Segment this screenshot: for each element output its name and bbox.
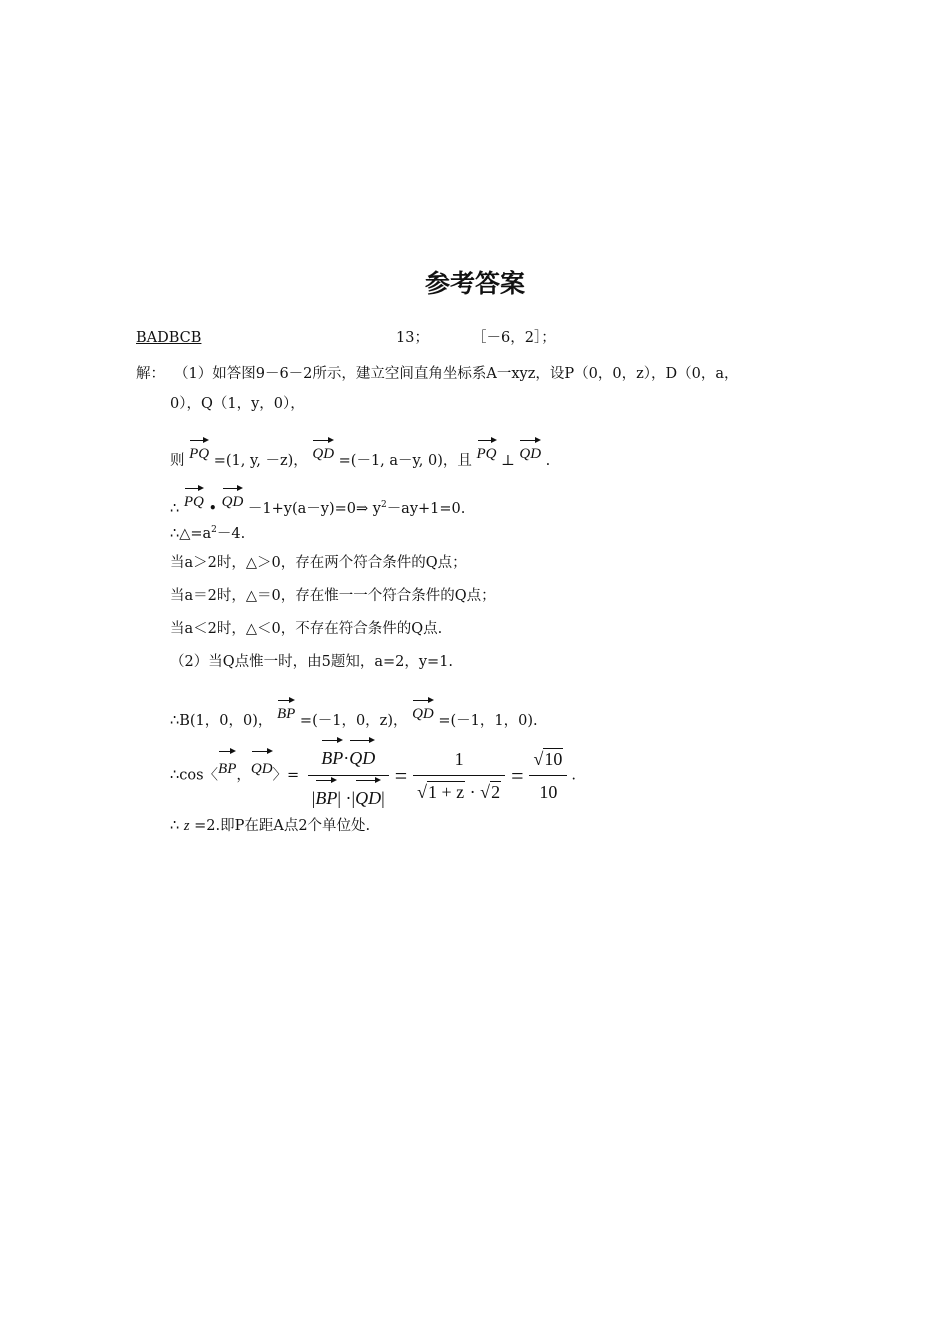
solution-line-vectors [170, 438, 550, 471]
fraction-denominator: 10 [539, 782, 558, 802]
fraction-denominator [308, 776, 389, 813]
solution-case-2: 当a＝2时，△＝0，存在惟一一个符合条件的Q点； [170, 588, 496, 604]
fraction-numerator [529, 745, 567, 776]
text: ， [236, 767, 251, 784]
second-fraction [413, 745, 505, 806]
vector-qd: QD [519, 438, 541, 464]
vector-qd: QD [222, 486, 244, 512]
sqrt: √10 [533, 749, 563, 769]
vector-bp: BP [218, 749, 236, 783]
vector-bp: BP [277, 698, 295, 724]
vector-bp: BP [321, 738, 343, 772]
fill-answer-2: ［－6，2］； [472, 330, 556, 346]
text: ∴cos〈 [170, 767, 219, 784]
therefore-symbol: ∴ [170, 818, 180, 834]
radicand: 2 [491, 782, 501, 802]
solution-case-1: 当a＞2时，△＞0，存在两个符合条件的Q点； [170, 555, 467, 571]
equals-sign: = [511, 762, 524, 788]
solution-case-3: 当a＜2时，△＜0，不存在符合条件的Q点. [170, 621, 443, 637]
third-fraction [529, 745, 567, 806]
vector-bp: BP [315, 778, 337, 812]
sqrt: √2 [480, 782, 501, 802]
solution-part1-line1: （1）如答图9－6－2所示，建立空间直角坐标系A一xyz，设P（0，0，z），D（0，a， [174, 366, 739, 382]
text: | ·| [337, 788, 356, 808]
solution-line-discriminant [170, 520, 245, 544]
dot-symbol: · [469, 782, 476, 802]
solution-part2-intro: （2）当Q点惟一时，由5题知，a=2，y=1. [170, 654, 454, 670]
solution-part1-line2: 0），Q（1，y，0）， [170, 396, 305, 412]
equals-sign: = [394, 762, 408, 788]
vector-qd: QD [312, 438, 334, 464]
fraction-numerator [308, 738, 389, 776]
vector-pq: PQ [477, 438, 497, 464]
cosine-fraction [308, 738, 389, 813]
variable-z: z [183, 818, 190, 834]
text: =2.即P在距A点2个单位处. [194, 818, 371, 834]
text: . [571, 767, 576, 784]
text: －4. [216, 526, 246, 542]
vector-pq: PQ [189, 438, 209, 464]
text: =(－1, a－y, 0)，且 [338, 453, 472, 469]
choice-answers: BADBCB [136, 330, 202, 346]
vector-qd: QD [349, 738, 375, 772]
text: 〉= [272, 767, 300, 784]
text: ∴△=a [170, 526, 212, 542]
fill-answer-1: 13； [396, 330, 429, 346]
vector-pq: PQ [184, 486, 204, 512]
superscript: 2 [211, 525, 217, 535]
therefore-symbol: ∴ [170, 501, 180, 517]
text: 则 [170, 453, 185, 469]
perpendicular-symbol: ⊥ [501, 453, 515, 469]
vector-qd: QD [355, 778, 381, 812]
text: ∴B(1，0，0)， [170, 713, 273, 729]
sqrt: √1 + z [417, 782, 465, 802]
vector-qd: QD [412, 698, 434, 724]
text: =(－1，1，0). [438, 713, 538, 729]
abs-bar: | [381, 788, 385, 808]
dot-symbol: · [343, 748, 350, 768]
fraction-numerator: 1 [413, 745, 505, 776]
abs-bar: | [311, 788, 316, 808]
text: －1+y(a－y)=0⇒ y [247, 501, 381, 517]
dot-symbol: • [208, 501, 218, 517]
solution-line-cosine [170, 738, 576, 813]
text: =(－1，0，z)， [299, 713, 408, 729]
page-title: 参考答案 [424, 269, 525, 298]
solution-line-dot-product [170, 486, 465, 519]
radicand: 1 + z [428, 782, 465, 802]
solution-conclusion [170, 816, 370, 836]
text: . [545, 453, 551, 469]
solution-line-coordinates [170, 698, 538, 731]
vector-qd: QD [251, 749, 273, 783]
solution-label: 解： [136, 366, 165, 382]
superscript: 2 [380, 500, 387, 510]
radicand: 10 [544, 749, 563, 769]
text: =(1, y, －z)， [213, 453, 308, 469]
fraction-denominator [413, 776, 505, 806]
text: －ay+1=0. [386, 501, 466, 517]
